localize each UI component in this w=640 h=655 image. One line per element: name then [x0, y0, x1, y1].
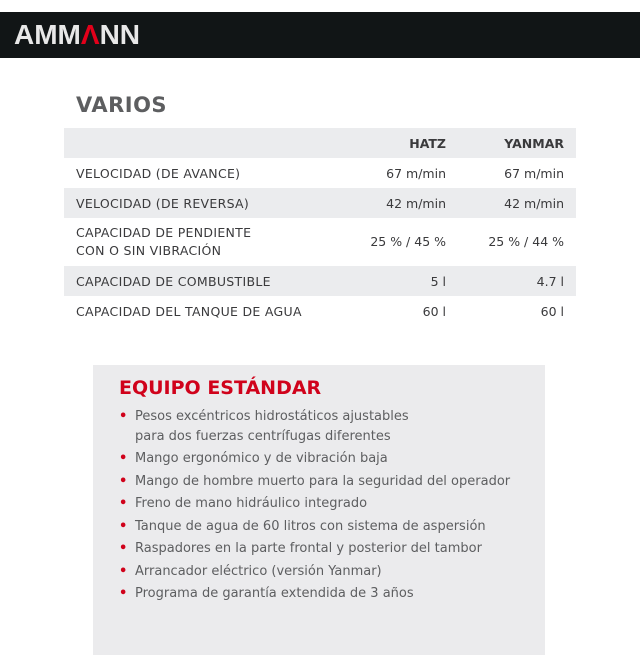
column-header-yanmar: YANMAR — [504, 135, 564, 151]
list-item — [119, 562, 510, 582]
row-label — [64, 218, 336, 266]
row-label: VELOCIDAD (DE AVANCE) — [76, 165, 241, 181]
table-row — [64, 266, 576, 296]
table-row — [64, 158, 576, 188]
bullet-icon: • — [119, 451, 128, 466]
value-hatz: 67 m/min — [386, 165, 446, 181]
bullet-icon: • — [119, 496, 128, 511]
item-text-line2: para dos fuerzas centrífugas diferentes — [135, 428, 391, 444]
list-item — [119, 584, 510, 604]
equipment-list — [119, 407, 510, 607]
value-yanmar: 42 m/min — [504, 195, 564, 211]
table-row — [64, 188, 576, 218]
value-yanmar: 4.7 l — [536, 273, 564, 289]
column-header-hatz: HATZ — [409, 135, 446, 151]
item-text-line1: Pesos excéntricos hidrostáticos ajustables — [135, 409, 409, 424]
logo-accent: Λ — [80, 19, 100, 50]
table-row — [64, 218, 576, 266]
logo-part2: NN — [99, 19, 141, 50]
value-yanmar: 60 l — [540, 303, 564, 319]
spec-table — [64, 128, 576, 326]
item-text: Freno de mano hidráulico integrado — [135, 496, 368, 511]
table-header-row — [64, 128, 576, 158]
list-item — [119, 494, 510, 514]
section-title: VARIOS — [76, 93, 168, 117]
column-header-empty — [64, 128, 336, 158]
row-label: CAPACIDAD DEL TANQUE DE AGUA — [76, 303, 302, 319]
value-hatz: 5 l — [430, 273, 446, 289]
logo-part1: AMM — [14, 19, 81, 50]
item-text: Mango de hombre muerto para la seguridad del operador — [135, 473, 511, 489]
equipment-title: EQUIPO ESTÁNDAR — [119, 377, 322, 399]
list-item — [119, 407, 510, 446]
bullet-icon: • — [119, 563, 128, 579]
list-item — [119, 539, 510, 559]
bullet-icon: • — [119, 473, 128, 489]
value-hatz: 42 m/min — [386, 195, 446, 211]
ammann-logo[interactable] — [14, 19, 140, 51]
bullet-icon: • — [119, 541, 128, 556]
row-label-line2: CON O SIN VIBRACIÓN — [76, 243, 222, 258]
bullet-icon: • — [119, 518, 128, 534]
row-label-line1: CAPACIDAD DE PENDIENTE — [76, 225, 252, 240]
value-yanmar: 25 % / 44 % — [488, 234, 564, 249]
brand-header — [0, 12, 640, 58]
item-text: Raspadores en la parte frontal y posterior del tambor — [135, 541, 482, 556]
table-row — [64, 296, 576, 326]
bullet-icon: • — [119, 586, 128, 601]
bullet-icon: • — [119, 409, 128, 424]
item-text: Arrancador eléctrico (versión Yanmar) — [135, 563, 382, 579]
value-yanmar: 67 m/min — [504, 165, 564, 181]
list-item — [119, 449, 510, 469]
item-text: Mango ergonómico y de vibración baja — [135, 451, 388, 466]
row-label: VELOCIDAD (DE REVERSA) — [76, 195, 250, 211]
value-hatz: 25 % / 45 % — [370, 234, 446, 249]
row-label: CAPACIDAD DE COMBUSTIBLE — [76, 273, 271, 289]
item-text: Programa de garantía extendida de 3 años — [135, 586, 414, 601]
item-text: Tanque de agua de 60 litros con sistema de aspersión — [135, 518, 486, 534]
list-item — [119, 517, 510, 537]
value-hatz: 60 l — [422, 303, 446, 319]
list-item — [119, 472, 510, 492]
standard-equipment-box — [93, 365, 545, 655]
